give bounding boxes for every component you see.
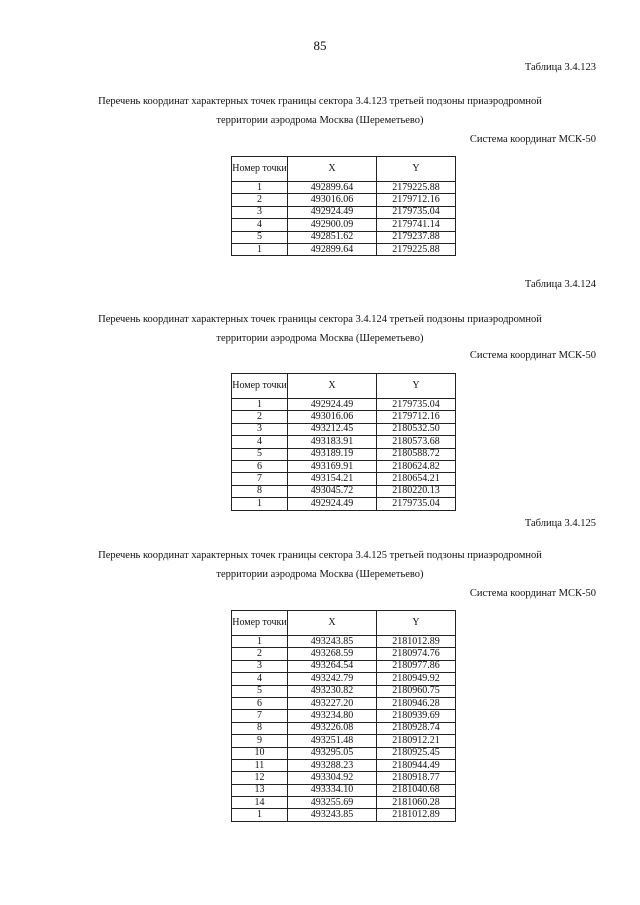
x-cell: 493230.82 [288,685,377,697]
point-number-cell: 5 [232,685,288,697]
x-cell: 493227.20 [288,697,377,709]
point-number-cell: 3 [232,423,288,435]
y-cell: 2180624.82 [377,460,456,472]
coord-system: Система координат МСК-50 [469,350,596,361]
coordinate-table [231,156,456,256]
point-number-cell: 2 [232,411,288,423]
point-number-cell: 6 [232,697,288,709]
y-cell: 2180960.75 [377,685,456,697]
table-heading [0,549,640,581]
table-heading-line1: Перечень координат характерных точек границы сектора 3.4.124 третьей подзоны приаэродромной [98,314,542,325]
point-number-cell: 9 [232,735,288,747]
point-number-cell: 6 [232,460,288,472]
x-cell: 493295.05 [288,747,377,759]
table-label: Таблица 3.4.124 [524,279,596,290]
x-cell: 493264.54 [288,660,377,672]
x-cell: 493045.72 [288,485,377,497]
x-cell: 492924.49 [288,399,377,411]
table-row [232,772,456,784]
y-cell: 2179712.16 [377,411,456,423]
table-row [232,648,456,660]
x-cell: 493234.80 [288,710,377,722]
x-cell: 493251.48 [288,735,377,747]
table-row [232,673,456,685]
table-row [232,231,456,243]
point-number-cell: 8 [232,722,288,734]
table-row [232,399,456,411]
table-row [232,498,456,510]
y-cell: 2181040.68 [377,784,456,796]
table-row [232,243,456,255]
coordinate-table [231,610,456,822]
point-number-cell: 5 [232,231,288,243]
table-heading-line1: Перечень координат характерных точек границы сектора 3.4.123 третьей подзоны приаэродромной [98,96,542,107]
x-cell: 493189.19 [288,448,377,460]
table-label: Таблица 3.4.123 [524,62,596,73]
table-row [232,784,456,796]
y-cell: 2179237.88 [377,231,456,243]
table-row [232,448,456,460]
point-number-cell: 2 [232,648,288,660]
header-x: X [288,374,377,399]
point-number-cell: 1 [232,809,288,821]
header-x: X [288,157,377,182]
y-cell: 2180928.74 [377,722,456,734]
point-number-cell: 1 [232,636,288,648]
table-row [232,722,456,734]
table-row [232,747,456,759]
table-row [232,797,456,809]
x-cell: 493255.69 [288,797,377,809]
y-cell: 2180944.49 [377,759,456,771]
table-heading-line2: территории аэродрома Москва (Шереметьево) [216,115,424,127]
point-number-cell: 8 [232,485,288,497]
point-number-cell: 4 [232,436,288,448]
x-cell: 493243.85 [288,636,377,648]
y-cell: 2180939.69 [377,710,456,722]
header-y: Y [377,611,456,636]
table-row [232,473,456,485]
header-y: Y [377,374,456,399]
coord-system: Система координат МСК-50 [469,134,596,145]
table-row [232,636,456,648]
header-point-number: Номер точки [232,374,288,399]
x-cell: 492924.49 [288,498,377,510]
y-cell: 2179225.88 [377,182,456,194]
y-cell: 2179741.14 [377,219,456,231]
point-number-cell: 7 [232,473,288,485]
x-cell: 493016.06 [288,411,377,423]
y-cell: 2181060.28 [377,797,456,809]
table-row [232,685,456,697]
x-cell: 493334.10 [288,784,377,796]
y-cell: 2180925.45 [377,747,456,759]
table-row [232,660,456,672]
x-cell: 493243.85 [288,809,377,821]
x-cell: 492899.64 [288,182,377,194]
header-y: Y [377,157,456,182]
table-label: Таблица 3.4.125 [524,518,596,529]
x-cell: 493226.08 [288,722,377,734]
x-cell: 493304.92 [288,772,377,784]
table-header-row [232,374,456,399]
point-number-cell: 1 [232,498,288,510]
y-cell: 2180949.92 [377,673,456,685]
point-number-cell: 4 [232,673,288,685]
table-row [232,460,456,472]
point-number-cell: 10 [232,747,288,759]
table-row [232,809,456,821]
coord-system: Система координат МСК-50 [469,588,596,599]
y-cell: 2181012.89 [377,636,456,648]
x-cell: 493169.91 [288,460,377,472]
x-cell: 492900.09 [288,219,377,231]
table-row [232,194,456,206]
point-number-cell: 1 [232,182,288,194]
point-number-cell: 4 [232,219,288,231]
x-cell: 493154.21 [288,473,377,485]
y-cell: 2180977.86 [377,660,456,672]
table-heading-line2: территории аэродрома Москва (Шереметьево) [216,569,424,581]
table-row [232,759,456,771]
y-cell: 2180573.68 [377,436,456,448]
point-number-cell: 1 [232,399,288,411]
x-cell: 493288.23 [288,759,377,771]
y-cell: 2180220.13 [377,485,456,497]
table-row [232,697,456,709]
table-row [232,485,456,497]
header-point-number: Номер точки [232,157,288,182]
table-row [232,436,456,448]
y-cell: 2180946.28 [377,697,456,709]
table-header-row [232,611,456,636]
y-cell: 2179735.04 [377,498,456,510]
x-cell: 493016.06 [288,194,377,206]
point-number-cell: 2 [232,194,288,206]
y-cell: 2180974.76 [377,648,456,660]
table-row [232,411,456,423]
y-cell: 2179225.88 [377,243,456,255]
table-heading-line1: Перечень координат характерных точек границы сектора 3.4.125 третьей подзоны приаэродромной [98,550,542,561]
point-number-cell: 13 [232,784,288,796]
y-cell: 2181012.89 [377,809,456,821]
y-cell: 2180654.21 [377,473,456,485]
x-cell: 493242.79 [288,673,377,685]
point-number-cell: 12 [232,772,288,784]
header-point-number: Номер точки [232,611,288,636]
point-number-cell: 1 [232,243,288,255]
y-cell: 2180532.50 [377,423,456,435]
x-cell: 492924.49 [288,206,377,218]
table-header-row [232,157,456,182]
coordinate-table [231,373,456,511]
point-number-cell: 5 [232,448,288,460]
table-row [232,219,456,231]
y-cell: 2179735.04 [377,206,456,218]
y-cell: 2180588.72 [377,448,456,460]
table-heading-line2: территории аэродрома Москва (Шереметьево) [216,333,424,345]
y-cell: 2179735.04 [377,399,456,411]
header-x: X [288,611,377,636]
table-row [232,182,456,194]
x-cell: 492851.62 [288,231,377,243]
point-number-cell: 7 [232,710,288,722]
table-row [232,423,456,435]
table-row [232,735,456,747]
point-number-cell: 14 [232,797,288,809]
x-cell: 493268.59 [288,648,377,660]
x-cell: 492899.64 [288,243,377,255]
table-row [232,206,456,218]
table-row [232,710,456,722]
page-number: 85 [313,38,327,53]
x-cell: 493183.91 [288,436,377,448]
x-cell: 493212.45 [288,423,377,435]
table-heading [0,95,640,127]
y-cell: 2180918.77 [377,772,456,784]
point-number-cell: 11 [232,759,288,771]
y-cell: 2180912.21 [377,735,456,747]
point-number-cell: 3 [232,660,288,672]
point-number-cell: 3 [232,206,288,218]
table-heading [0,313,640,345]
y-cell: 2179712.16 [377,194,456,206]
